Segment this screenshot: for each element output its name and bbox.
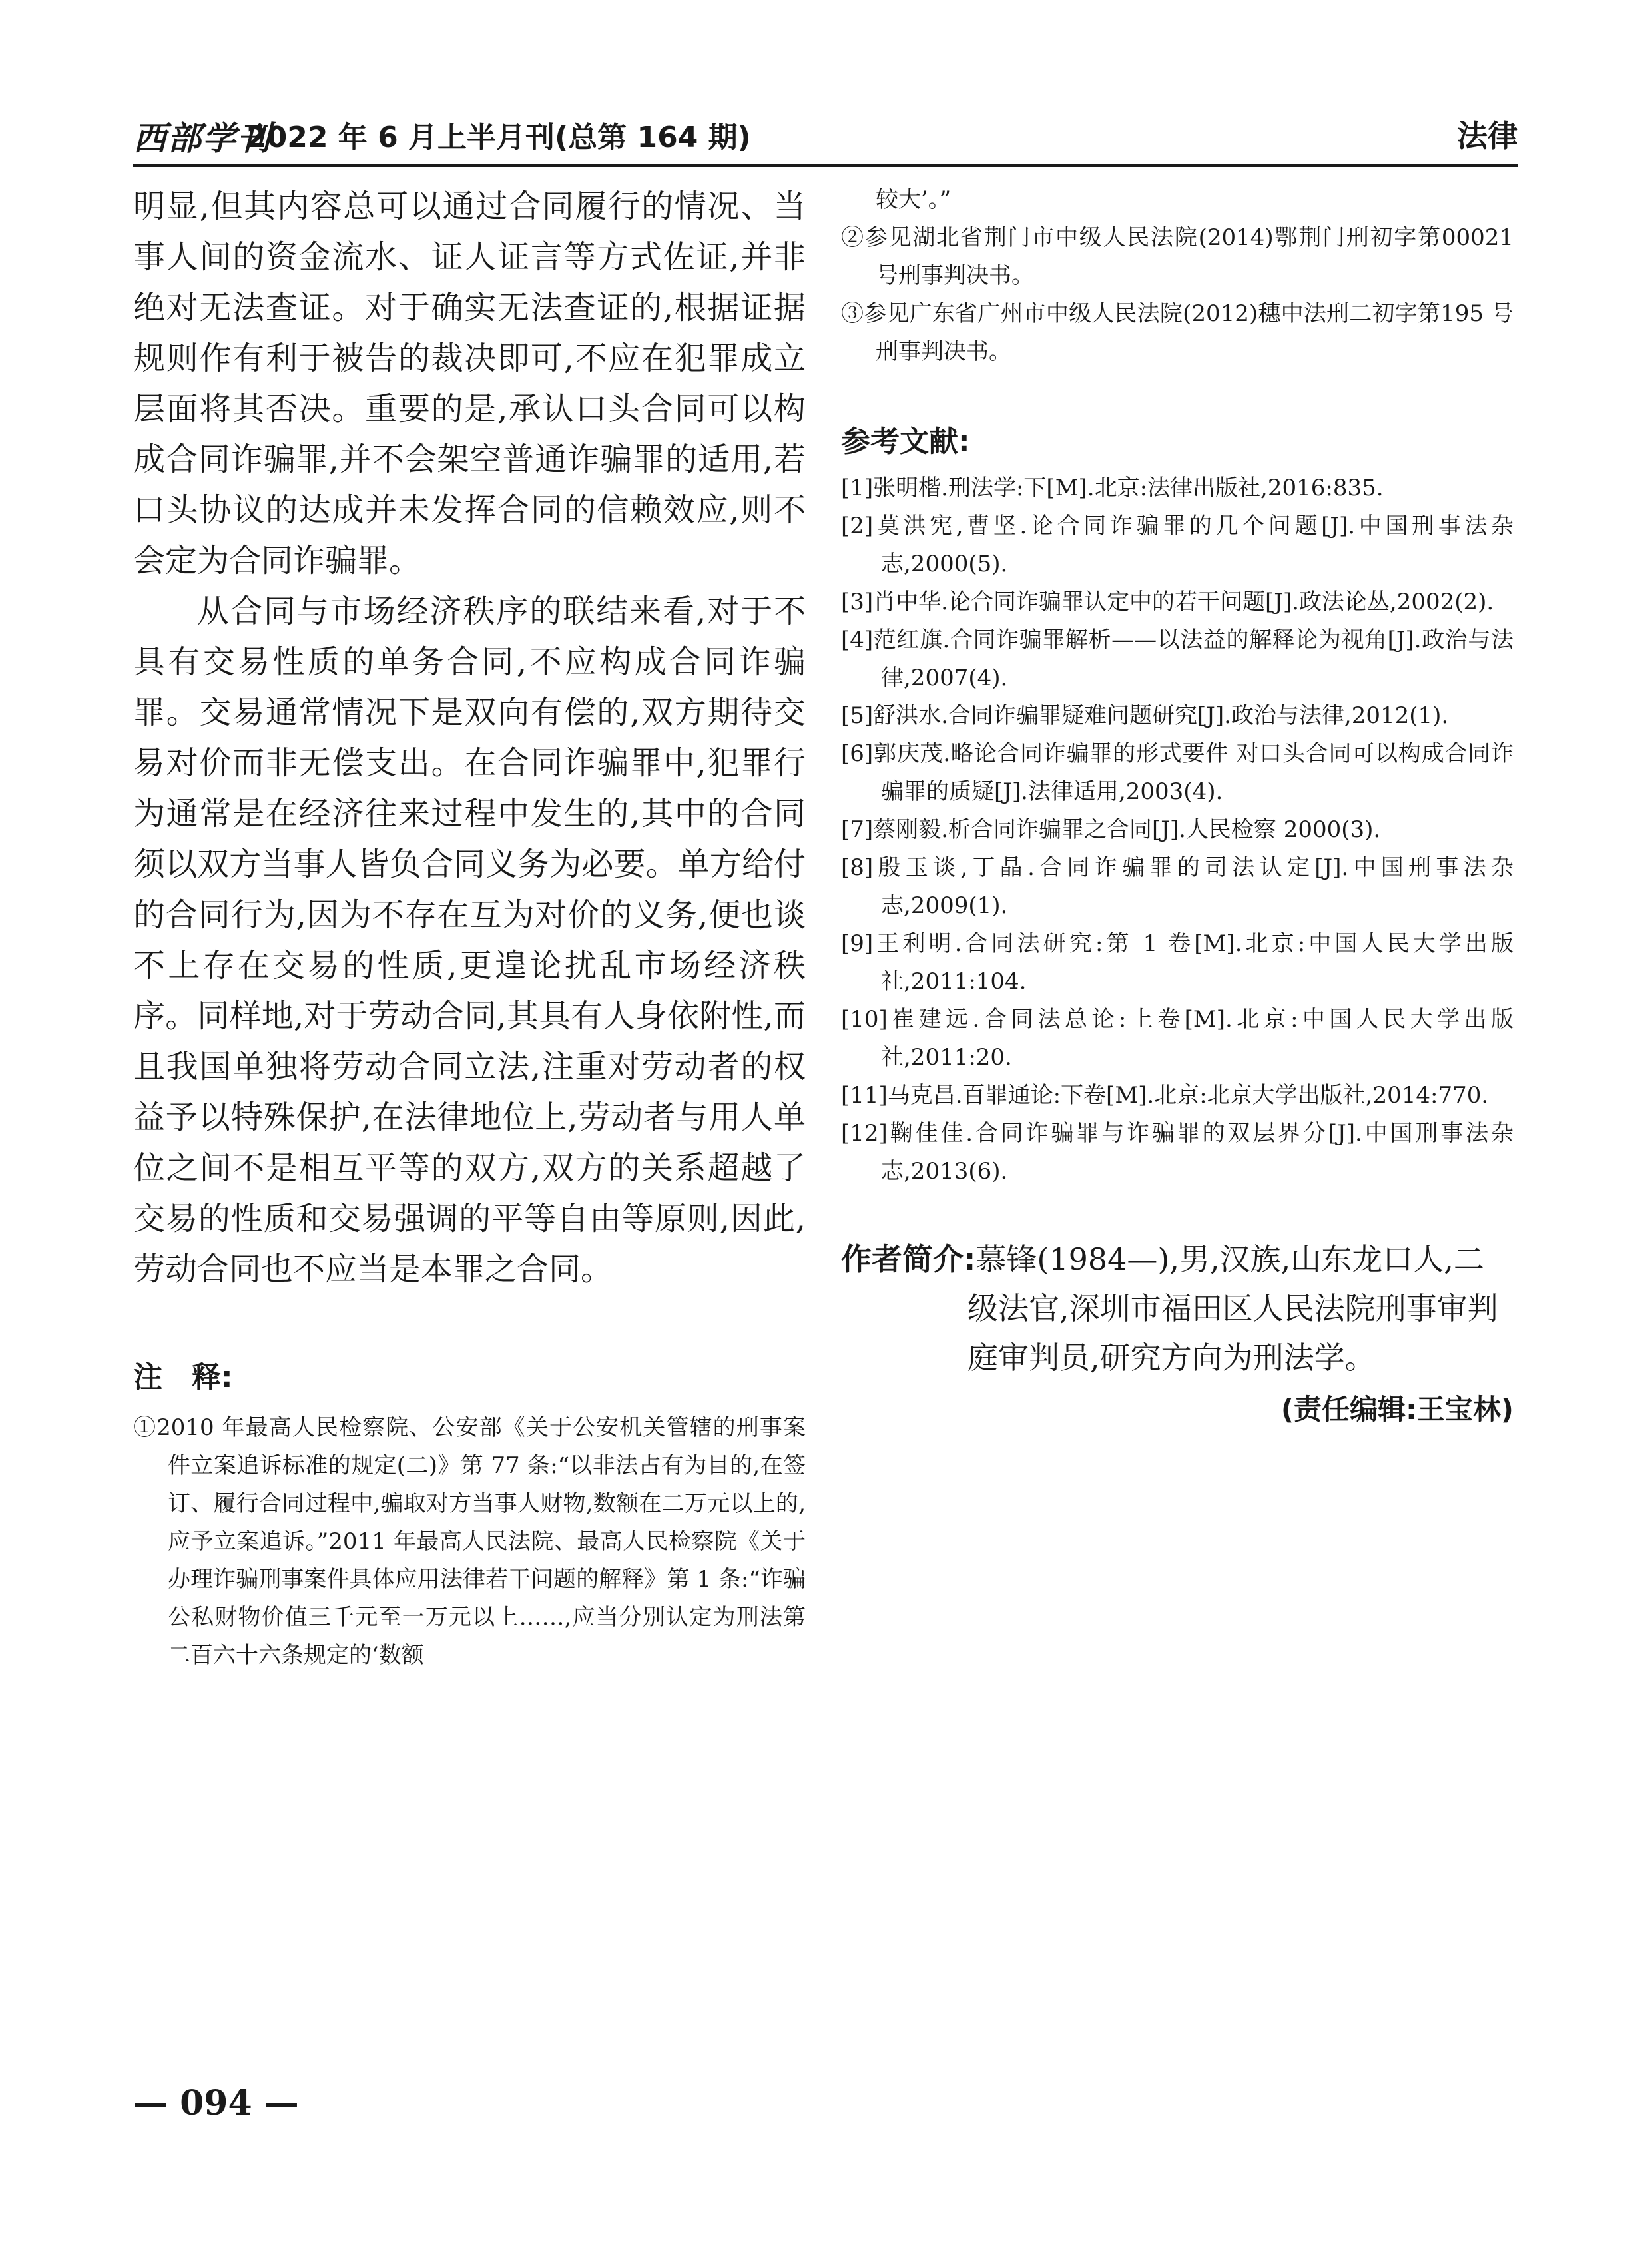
note-2: ②参见湖北省荆门市中级人民法院(2014)鄂荆门刑初字第00021 号刑事判决书。 [841,224,1514,289]
reference-item: [3]肖中华.论合同诈骗罪认定中的若干问题[J].政法论丛,2002(2). [841,589,1494,615]
section-tag: 法律 [1457,118,1518,154]
header-rule [133,164,1518,167]
page-number: — 094 — [133,2083,299,2123]
reference-item: [8]殷玉谈,丁晶.合同诈骗罪的司法认定[J].中国刑事法杂志,2009(1). [841,854,1514,919]
references-heading: 参考文献: [841,425,970,459]
reference-item: [4]范红旗.合同诈骗罪解析——以法益的解释论为视角[J].政治与法律,2007(4). [841,627,1514,691]
author-text: 慕锋(1984—),男,汉族,山东龙口人,二级法官,深圳市福田区人民法院刑事审判庭审判员,研究方向为刑法学。 [967,1241,1498,1376]
reference-item: [10]崔建远.合同法总论:上卷[M].北京:中国人民大学出版社,2011:20. [841,1006,1514,1071]
author-bio [841,1235,1514,1382]
reference-item: [9]王利明.合同法研究:第 1 卷[M].北京:中国人民大学出版社,2011:104. [841,930,1514,995]
note-1-continued: 较大’。” [876,186,952,213]
reference-item: [6]郭庆茂.略论合同诈骗罪的形式要件 对口头合同可以构成合同诈骗罪的质疑[J].法律适用,2003(4). [841,740,1514,805]
issue-info: 2022 年 6 月上半月刊(总第 164 期) [246,121,751,154]
body-paragraph: 明显,但其内容总可以通过合同履行的情况、当事人间的资金流水、证人证言等方式佐证,并非绝对无法查证。对于确实无法查证的,根据证据规则作有利于被告的裁决即可,不应在犯罪成立层面将其否决。重要的是,承认口头合同可以构成合同诈骗罪,并不会架空普通诈骗罪的适用,若口头协议的达成并未发挥合同的信赖效应,则不会定为合同诈骗罪。 [133,188,806,579]
reference-item: [11]马克昌.百罪通论:下卷[M].北京:北京大学出版社,2014:770. [841,1082,1489,1109]
reference-item: [1]张明楷.刑法学:下[M].北京:法律出版社,2016:835. [841,475,1384,501]
body-paragraph: 从合同与市场经济秩序的联结来看,对于不具有交易性质的单务合同,不应构成合同诈骗罪。交易通常情况下是双向有偿的,双方期待交易对价而非无偿支出。在合同诈骗罪中,犯罪行为通常是在经济往来过程中发生的,其中的合同须以双方当事人皆负合同义务为必要。单方给付的合同行为,因为不存在互为对价的义务,便也谈不上存在交易的性质,更遑论扰乱市场经济秩序。同样地,对于劳动合同,其具有人身依附性,而且我国单独将劳动合同立法,注重对劳动者的权益予以特殊保护,在法律地位上,劳动者与用人单位之间不是相互平等的双方,双方的关系超越了交易的性质和交易强调的平等自由等原则,因此,劳动合同也不应当是本罪之合同。 [133,593,806,1288]
journal-logo: 西部学刊 [133,119,272,158]
notes-heading: 注 释: [133,1360,233,1394]
reference-item: [7]蔡刚毅.析合同诈骗罪之合同[J].人民检察 2000(3). [841,816,1381,843]
reference-item: [12]鞠佳佳.合同诈骗罪与诈骗罪的双层界分[J].中国刑事法杂志,2013(6). [841,1120,1514,1185]
reference-item: [5]舒洪水.合同诈骗罪疑难问题研究[J].政治与法律,2012(1). [841,702,1449,729]
left-column [133,181,806,1675]
page-header [133,112,1518,158]
reference-item: [2]莫洪宪,曹坚.论合同诈骗罪的几个问题[J].中国刑事法杂志,2000(5). [841,513,1514,577]
note-3: ③参见广东省广州市中级人民法院(2012)穗中法刑二初字第195 号刑事判决书。 [841,300,1514,365]
note-1: ①2010 年最高人民检察院、公安部《关于公安机关管辖的刑事案件立案追诉标准的规定(二)》第 77 条:“以非法占有为目的,在签订、履行合同过程中,骗取对方当事人财物,数额在二万元以上的,应予立案追诉。”2011 年最高人民法院、最高人民检察院《关于办理诈骗刑事案件具体应用法律若干问题的解释》第 1 条:“诈骗公私财物价值三千元至一万元以上……,应当分别认定为刑法第二百六十六条规定的‘数额 [133,1414,806,1669]
right-column [841,181,1514,1428]
author-label: 作者简介: [841,1241,976,1277]
editor-credit: (责任编辑:王宝林) [1280,1393,1514,1426]
